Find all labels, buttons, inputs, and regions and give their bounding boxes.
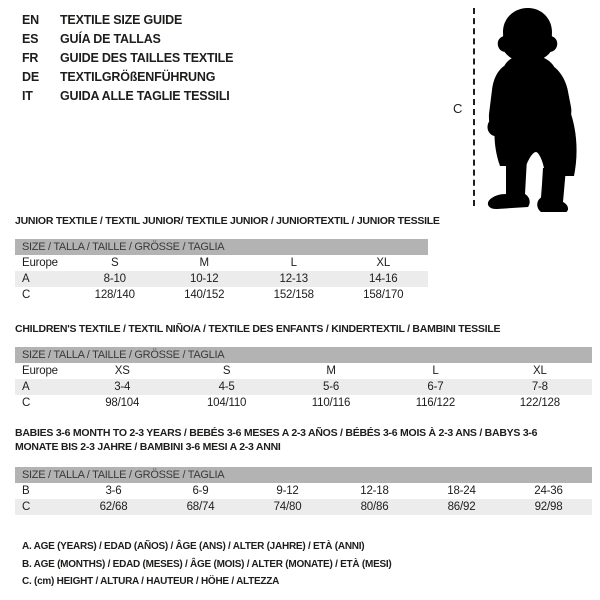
size-cell: 3-6: [105, 485, 122, 497]
language-row: [22, 49, 233, 68]
size-cell: 116/122: [415, 397, 456, 409]
size-cell: S: [111, 257, 119, 269]
language-label: GUIDA ALLE TAGLIE TESSILI: [60, 89, 230, 103]
legend-line: C. (cm) HEIGHT / ALTURA / HAUTEUR / HÖHE / ALTEZZA: [22, 576, 280, 587]
size-cell: 18-24: [447, 485, 476, 497]
language-code: IT: [22, 89, 33, 103]
table-body: [15, 483, 592, 515]
language-row: [22, 87, 233, 106]
row-label: A: [22, 273, 30, 285]
table-size-header: SIZE / TALLA / TAILLE / GRÖSSE / TAGLIA: [15, 467, 592, 483]
table-row: [15, 271, 428, 287]
language-label: TEXTILE SIZE GUIDE: [60, 13, 183, 27]
row-label: Europe: [22, 257, 58, 269]
table-row: [15, 483, 592, 499]
row-label: C: [22, 289, 31, 301]
size-cell: S: [222, 365, 231, 377]
size-cell: 9-12: [276, 485, 299, 497]
table-row: [15, 287, 428, 303]
table-title: BABIES 3-6 MONTH TO 2-3 YEARS / BEBÉS 3-6 MESES A 2-3 AÑOS / BÉBÉS 3-6 MOIS À 2-3 ANS / BABYS 3-6 MONATE BIS 2-3 JAHRE / BAMBINI 3-6 MESI A 2-3 ANNI: [15, 427, 538, 453]
row-label: Europe: [22, 365, 58, 377]
size-table-children: [15, 323, 592, 411]
size-cell: XS: [114, 365, 130, 377]
table-title: JUNIOR TEXTILE / TEXTIL JUNIOR/ TEXTILE JUNIOR / JUNIORTEXTIL / JUNIOR TESSILE: [15, 215, 440, 227]
size-cell: 98/104: [105, 397, 140, 409]
language-label: GUIDE DES TAILLES TEXTILE: [60, 51, 234, 65]
language-list: [22, 11, 233, 106]
size-cell: 12-18: [360, 485, 389, 497]
size-cell: 152/158: [273, 289, 314, 301]
size-cell: 86/92: [447, 501, 476, 513]
language-row: [22, 68, 233, 87]
size-cell: 6-9: [192, 485, 209, 497]
size-cell: 68/74: [186, 501, 215, 513]
row-label: A: [22, 381, 30, 393]
size-cell: XL: [532, 365, 547, 377]
row-label: B: [22, 485, 30, 497]
legend: [22, 538, 392, 591]
size-cell: 5-6: [323, 381, 340, 393]
size-cell: 4-5: [218, 381, 235, 393]
size-cell: 12-13: [279, 273, 308, 285]
height-measure-dashed-line: [473, 8, 475, 206]
size-cell: 104/110: [206, 397, 247, 409]
table-row: [15, 255, 428, 271]
size-cell: 92/98: [534, 501, 563, 513]
language-code: DE: [22, 70, 39, 84]
size-cell: XL: [376, 257, 391, 269]
table-size-header: SIZE / TALLA / TAILLE / GRÖSSE / TAGLIA: [15, 347, 592, 363]
size-cell: M: [199, 257, 209, 269]
size-table-junior: [15, 215, 440, 303]
size-cell: 122/128: [519, 397, 560, 409]
size-cell: 3-4: [114, 381, 131, 393]
language-code: FR: [22, 51, 39, 65]
size-cell: 140/152: [184, 289, 225, 301]
size-cell: 62/68: [99, 501, 128, 513]
figure-block: [440, 0, 600, 216]
size-cell: 80/86: [360, 501, 389, 513]
size-cell: 74/80: [273, 501, 302, 513]
measure-label-c: C: [453, 101, 463, 116]
size-cell: L: [432, 365, 439, 377]
language-code: EN: [22, 13, 39, 27]
language-code: ES: [22, 32, 39, 46]
language-row: [22, 11, 233, 30]
size-cell: 6-7: [427, 381, 444, 393]
row-label: C: [22, 397, 31, 409]
size-table-babies: [15, 427, 592, 515]
size-cell: 158/170: [363, 289, 404, 301]
row-label: C: [22, 501, 31, 513]
table-row: [15, 395, 592, 411]
table-row: [15, 363, 592, 379]
size-cell: L: [290, 257, 297, 269]
size-cell: 10-12: [190, 273, 219, 285]
size-cell: 110/116: [311, 397, 351, 409]
size-cell: 14-16: [369, 273, 398, 285]
table-row: [15, 499, 592, 515]
language-label: GUÍA DE TALLAS: [60, 32, 161, 46]
table-row: [15, 379, 592, 395]
table-body: [15, 255, 428, 303]
legend-line: B. AGE (MONTHS) / EDAD (MESES) / ÂGE (MOIS) / ALTER (MONATE) / ETÀ (MESI): [22, 558, 392, 570]
table-size-header: SIZE / TALLA / TAILLE / GRÖSSE / TAGLIA: [15, 239, 428, 255]
size-cell: M: [326, 365, 336, 377]
size-cell: 8-10: [103, 273, 126, 285]
size-cell: 7-8: [531, 381, 548, 393]
baby-silhouette-icon: [481, 4, 581, 212]
language-label: TEXTILGRÖßENFÜHRUNG: [60, 70, 216, 84]
size-cell: 128/140: [94, 289, 135, 301]
table-body: [15, 363, 592, 411]
table-title: CHILDREN'S TEXTILE / TEXTIL NIÑO/A / TEXTILE DES ENFANTS / KINDERTEXTIL / BAMBINI TESSILE: [15, 323, 501, 335]
size-cell: 24-36: [534, 485, 563, 497]
legend-line: A. AGE (YEARS) / EDAD (AÑOS) / ÂGE (ANS) / ALTER (JAHRE) / ETÀ (ANNI): [22, 541, 365, 552]
language-row: [22, 30, 233, 49]
